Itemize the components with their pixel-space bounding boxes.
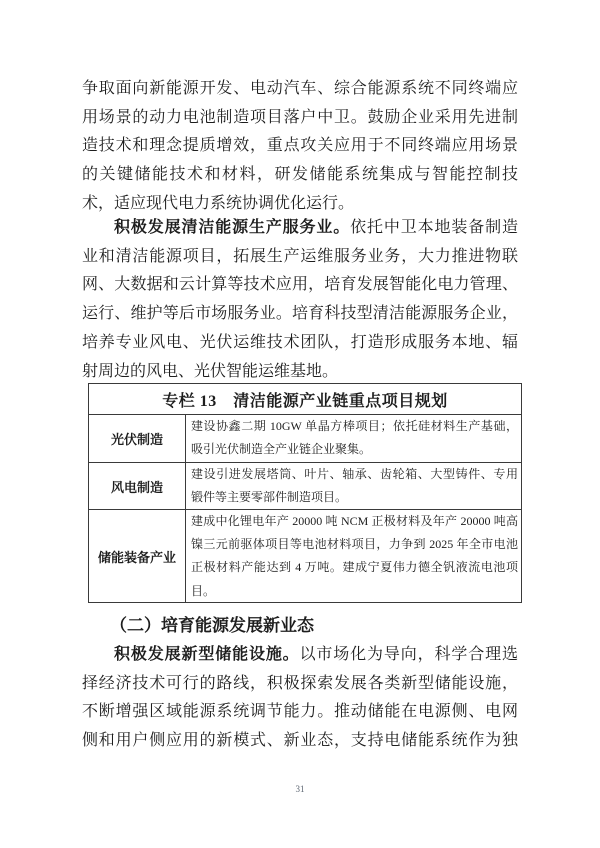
cell-line: 目。 — [191, 583, 216, 598]
text-line: 网、大数据和云计算等技术应用，培育发展智能化电力管理、 — [82, 276, 518, 294]
table-title: 专栏 13 清洁能源产业链重点项目规划 — [162, 392, 448, 410]
cell-line: 建设协鑫二期 10GW 单晶方棒项目；依托硅材料生产基础， — [191, 419, 518, 433]
row-label: 光伏制造 — [89, 415, 186, 462]
section-heading: （二）培育能源发展新业态 — [110, 616, 314, 635]
paragraph-battery-manufacturing — [82, 75, 518, 219]
bold-lead-text: 积极发展新型储能设施。 — [114, 646, 300, 663]
row-label: 风电制造 — [89, 463, 186, 509]
text-line: 造技术和理念提质增效，重点攻关应用于不同终端应用场景 — [82, 137, 518, 155]
cell-line: 锻件等主要零部件制造项目。 — [191, 490, 348, 505]
paragraph-new-storage — [82, 641, 518, 756]
cell-line: 建设引进发展塔筒、叶片、轴承、齿轮箱、大型铸件、专用 — [191, 467, 518, 481]
text-line: 择经济技术可行的路线，积极探索发展各类新型储能设施， — [82, 674, 518, 692]
text-line: 运行、维护等后市场服务业。培育科技型清洁能源服务企业， — [82, 305, 518, 323]
text-line: 术，适应现代电力系统协调优化运行。 — [82, 194, 355, 212]
row-content — [186, 415, 521, 462]
bold-lead-text: 积极发展清洁能源生产服务业。 — [114, 219, 351, 236]
row-label: 储能装备产业 — [89, 510, 186, 602]
table-row — [89, 462, 521, 509]
text-line: 用场景的动力电池制造项目落户中卫。鼓励企业采用先进制 — [82, 108, 518, 126]
text-line: 业和清洁能源项目，拓展生产运维服务业务，大力推进物联 — [82, 247, 518, 265]
text-line — [82, 214, 518, 243]
text-line — [82, 641, 518, 670]
text-line: 侧和用户侧应用的新模式、新业态，支持电储能系统作为独 — [82, 732, 518, 750]
text-run: 以市场化为导向，科学合理选 — [299, 646, 518, 663]
row-content — [186, 463, 521, 509]
page-number: 31 — [295, 784, 305, 794]
row-content — [186, 510, 521, 602]
table-row — [89, 509, 521, 602]
cell-line: 正极材料产能达到 4 万吨。建成宁夏伟力德全钒液流电池项 — [191, 560, 518, 575]
cell-line: 镍三元前驱体项目等电池材料项目，力争到 2025 年全市电池 — [191, 537, 518, 552]
text-line: 的关键储能技术和材料，研发储能系统集成与智能控制技 — [82, 166, 518, 184]
text-line: 射周边的风电、光伏智能运维基地。 — [82, 362, 339, 380]
text-line: 不断增强区域能源系统调节能力。推动储能在电源侧、电网 — [82, 703, 518, 721]
text-line: 培养专业风电、光伏运维技术团队，打造形成服务本地、辐 — [82, 333, 518, 351]
table-row — [89, 414, 521, 462]
cell-line: 吸引光伏制造全产业链企业聚集。 — [191, 442, 372, 457]
text-line: 争取面向新能源开发、电动汽车、综合能源系统不同终端应 — [82, 80, 518, 97]
cell-line: 建成中化锂电年产 20000 吨 NCM 正极材料及年产 20000 吨高 — [191, 514, 518, 528]
text-run: 依托中卫本地装备制造 — [350, 219, 518, 236]
key-projects-table — [88, 383, 522, 603]
paragraph-clean-energy-services — [82, 214, 518, 386]
